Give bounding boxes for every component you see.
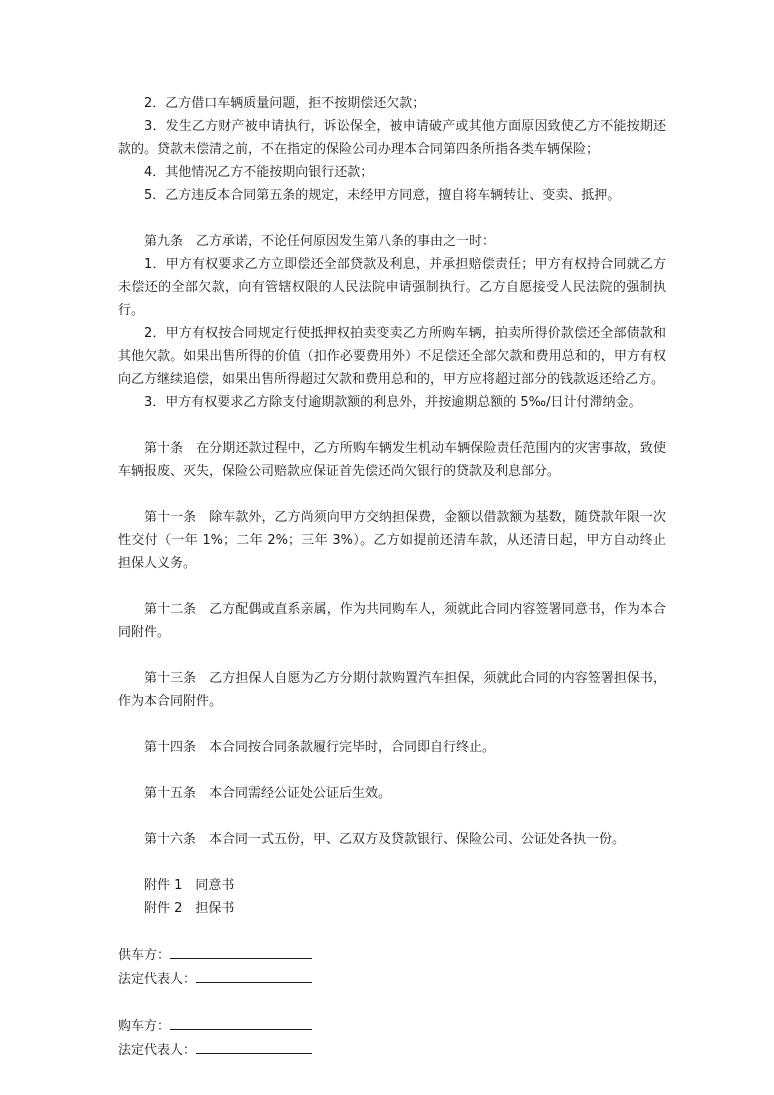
attachment-list bbox=[144, 874, 666, 920]
buyer-rep-label: 法定代表人： bbox=[118, 1043, 197, 1058]
clause16: 第十六条 本合同一式五份，甲、乙双方及贷款银行、保险公司、公证处各执一份。 bbox=[144, 832, 626, 847]
clause15: 第十五条 本合同需经公证处公证后生效。 bbox=[144, 786, 392, 801]
buyer-rep-blank bbox=[196, 1038, 312, 1054]
clause9 bbox=[118, 230, 666, 414]
clause10: 第十条 在分期还款过程中，乙方所购车辆发生机动车辆保险责任范围内的灾害事故，致使车辆报废、灭失，保险公司赔款应保证首先偿还尚欠银行的贷款及利息部分。 bbox=[118, 441, 666, 479]
clause8-item-5: 5．乙方违反本合同第五条的规定，未经甲方同意，擅自将车辆转让、变卖、抵押。 bbox=[144, 188, 621, 203]
clause8-item-2: 2．乙方借口车辆质量问题，拒不按期偿还欠款； bbox=[144, 96, 426, 111]
clause9-heading: 第九条 乙方承诺，不论任何原因发生第八条的事由之一时： bbox=[144, 234, 496, 249]
clause8-items bbox=[118, 92, 666, 207]
seller-rep-label: 法定代表人： bbox=[118, 972, 197, 987]
seller-signature-line bbox=[118, 943, 666, 967]
clause13: 第十三条 乙方担保人自愿为乙方分期付款购置汽车担保，须就此合同的内容签署担保书，作为本合同附件。 bbox=[118, 671, 666, 709]
clause9-item-2: 2．甲方有权按合同规定行使抵押权拍卖变卖乙方所购车辆，拍卖所得价款偿还全部债款和其他欠款。如果出售所得的价值（扣作必要费用外）不足偿还全部欠款和费用总和的，甲方有权向乙方继续追偿，如果出售所得超过欠款和费用总和的，甲方应将超过部分的钱款返还给乙方。 bbox=[118, 326, 666, 387]
clause11: 第十一条 除车款外，乙方尚须向甲方交纳担保费，金额以借款额为基数，随贷款年限一次性交付（一年 1%；二年 2%；三年 3%）。乙方如提前还清车款，从还清日起，甲方自动终止担保人义务。 bbox=[118, 510, 666, 571]
seller-blank bbox=[170, 943, 312, 959]
clause12: 第十二条 乙方配偶或直系亲属，作为共同购车人，须就此合同内容签署同意书，作为本合同附件。 bbox=[118, 602, 666, 640]
buyer-rep-signature-line bbox=[118, 1038, 666, 1062]
clause8-item-4: 4．其他情况乙方不能按期向银行还款； bbox=[144, 165, 374, 180]
buyer-label: 购车方： bbox=[118, 1019, 171, 1034]
clause9-item-3: 3．甲方有权要求乙方除支付逾期款额的利息外，并按逾期总额的 5‰/日计付滞纳金。 bbox=[144, 395, 642, 410]
clause9-item-1: 1．甲方有权要求乙方立即偿还全部贷款及利息，并承担赔偿责任；甲方有权持合同就乙方未偿还的全部欠款，向有管辖权限的人民法院申请强制执行。乙方自愿接受人民法院的强制执行。 bbox=[118, 257, 666, 318]
buyer-blank bbox=[170, 1014, 312, 1030]
contract-page bbox=[118, 92, 666, 1062]
seller-rep-signature-line bbox=[118, 967, 666, 991]
seller-rep-blank bbox=[196, 967, 312, 983]
attachment-2: 附件 2 担保书 bbox=[144, 901, 235, 916]
clause14: 第十四条 本合同按合同条款履行完毕时，合同即自行终止。 bbox=[144, 740, 496, 755]
buyer-signature-line bbox=[118, 1014, 666, 1038]
clause8-item-3: 3．发生乙方财产被申请执行，诉讼保全，被申请破产或其他方面原因致使乙方不能按期还款的。贷款未偿清之前，不在指定的保险公司办理本合同第四条所指各类车辆保险； bbox=[118, 119, 666, 157]
seller-signature-block bbox=[118, 943, 666, 991]
seller-label: 供车方： bbox=[118, 948, 171, 963]
buyer-signature-block bbox=[118, 1014, 666, 1062]
attachment-1: 附件 1 同意书 bbox=[144, 878, 235, 893]
